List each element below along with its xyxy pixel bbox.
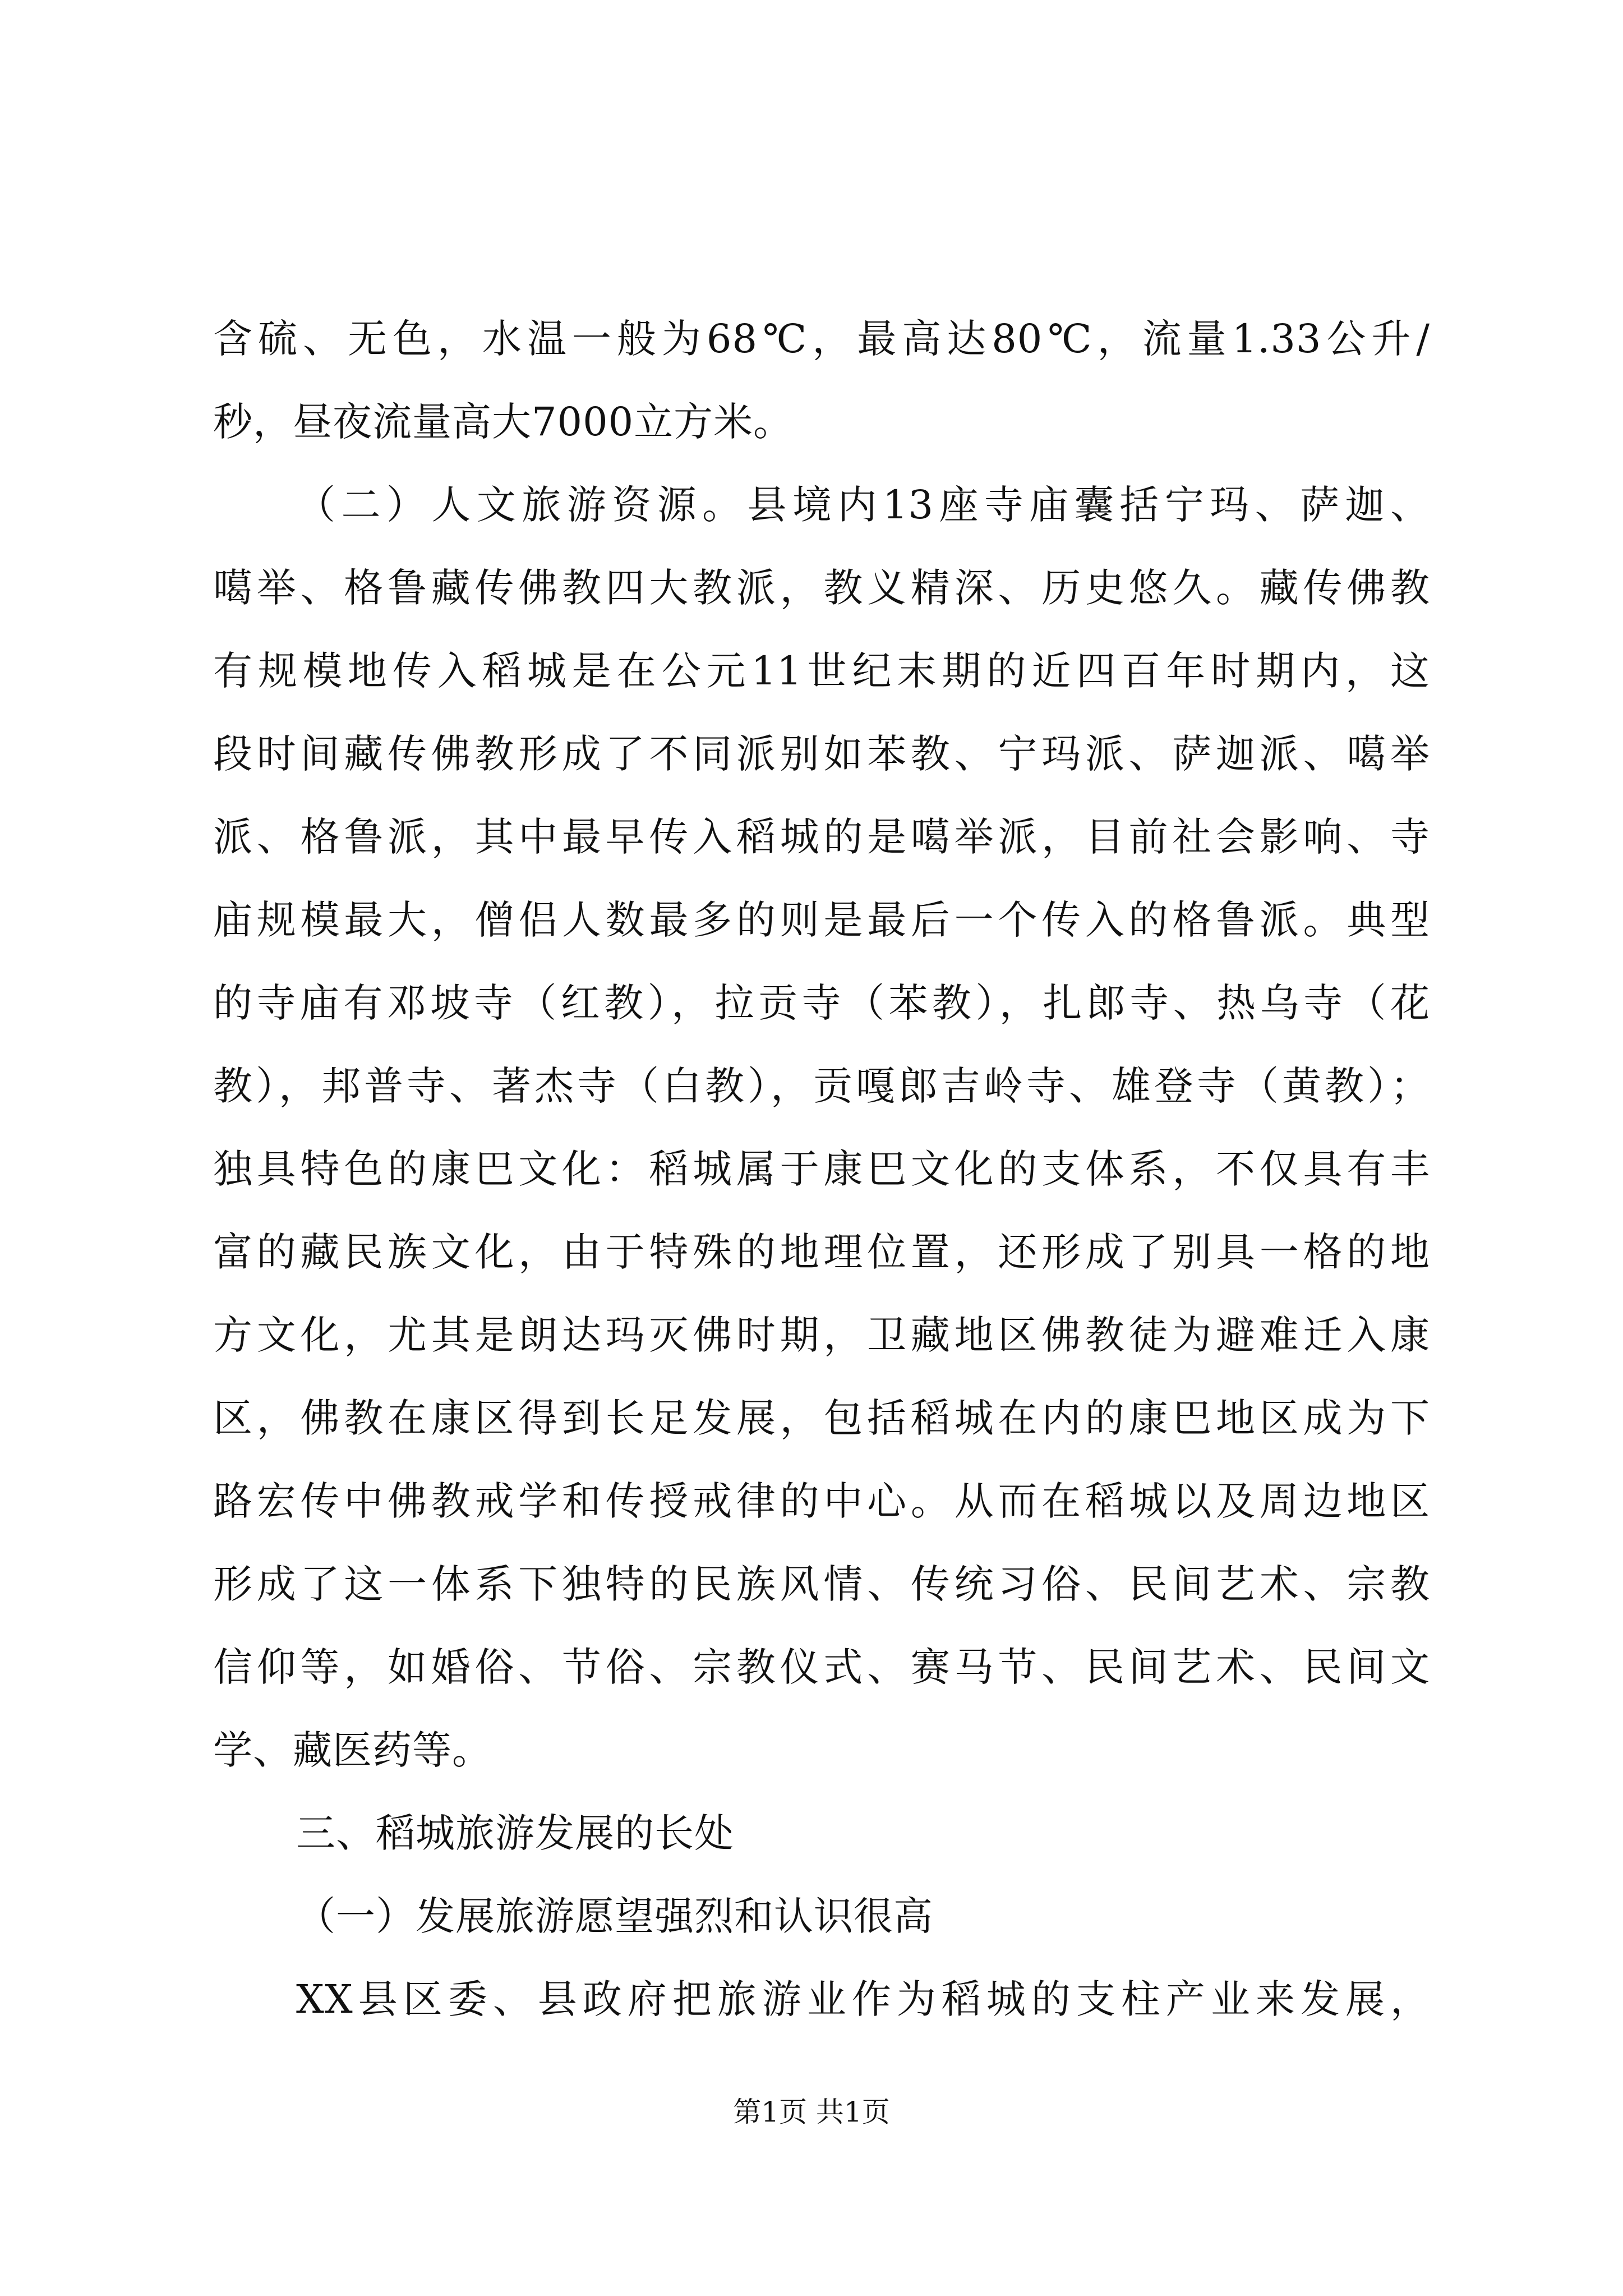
text-line: 秒，昼夜流量高大7000立方米。 — [213, 399, 794, 445]
page-footer — [0, 2092, 1623, 2132]
text-line: 噶举、格鲁藏传佛教四大教派，教义精深、历史悠久。藏传佛教 — [213, 565, 1430, 611]
text-line: 的寺庙有邓坡寺（红教），拉贡寺（苯教），扎郎寺、热乌寺（花 — [213, 980, 1430, 1026]
text-line: 庙规模最大，僧侣人数最多的则是最后一个传入的格鲁派。典型 — [213, 897, 1430, 943]
text-line: （二）人文旅游资源。县境内13座寺庙囊括宁玛、萨迦、 — [296, 482, 1430, 528]
page-number-label: 第1页 共1页 — [733, 2096, 890, 2128]
text-line: 路宏传中佛教戒学和传授戒律的中心。从而在稻城以及周边地区 — [213, 1478, 1430, 1524]
text-line: 独具特色的康巴文化：稻城属于康巴文化的支体系，不仅具有丰 — [213, 1146, 1430, 1192]
text-line: 区，佛教在康区得到长足发展，包括稻城在内的康巴地区成为下 — [213, 1395, 1430, 1441]
text-line: 学、藏医药等。 — [213, 1727, 492, 1773]
text-line: 方文化，尤其是朗达玛灭佛时期，卫藏地区佛教徒为避难迁入康 — [213, 1312, 1430, 1358]
text-line: 形成了这一体系下独特的民族风情、传统习俗、民间艺术、宗教 — [213, 1561, 1430, 1607]
text-line: 有规模地传入稻城是在公元11世纪末期的近四百年时期内，这 — [213, 648, 1430, 694]
text-line: 教），邦普寺、著杰寺（白教），贡嘎郎吉岭寺、雄登寺（黄教）； — [213, 1063, 1430, 1109]
text-line: 信仰等，如婚俗、节俗、宗教仪式、赛马节、民间艺术、民间文 — [213, 1644, 1430, 1690]
text-line: XX县区委、县政府把旅游业作为稻城的支柱产业来发展， — [296, 1976, 1430, 2022]
text-line: 段时间藏传佛教形成了不同派别如苯教、宁玛派、萨迦派、噶举 — [213, 731, 1430, 777]
subsection-heading: （一）发展旅游愿望强烈和认识很高 — [296, 1893, 933, 1939]
text-line: 含硫、无色，水温一般为68℃，最高达80℃，流量1.33公升/ — [213, 316, 1430, 362]
text-line: 派、格鲁派，其中最早传入稻城的是噶举派，目前社会影响、寺 — [213, 814, 1430, 860]
section-heading: 三、稻城旅游发展的长处 — [296, 1810, 734, 1856]
text-line: 富的藏民族文化，由于特殊的地理位置，还形成了别具一格的地 — [213, 1229, 1430, 1275]
document-body — [213, 297, 1430, 2041]
